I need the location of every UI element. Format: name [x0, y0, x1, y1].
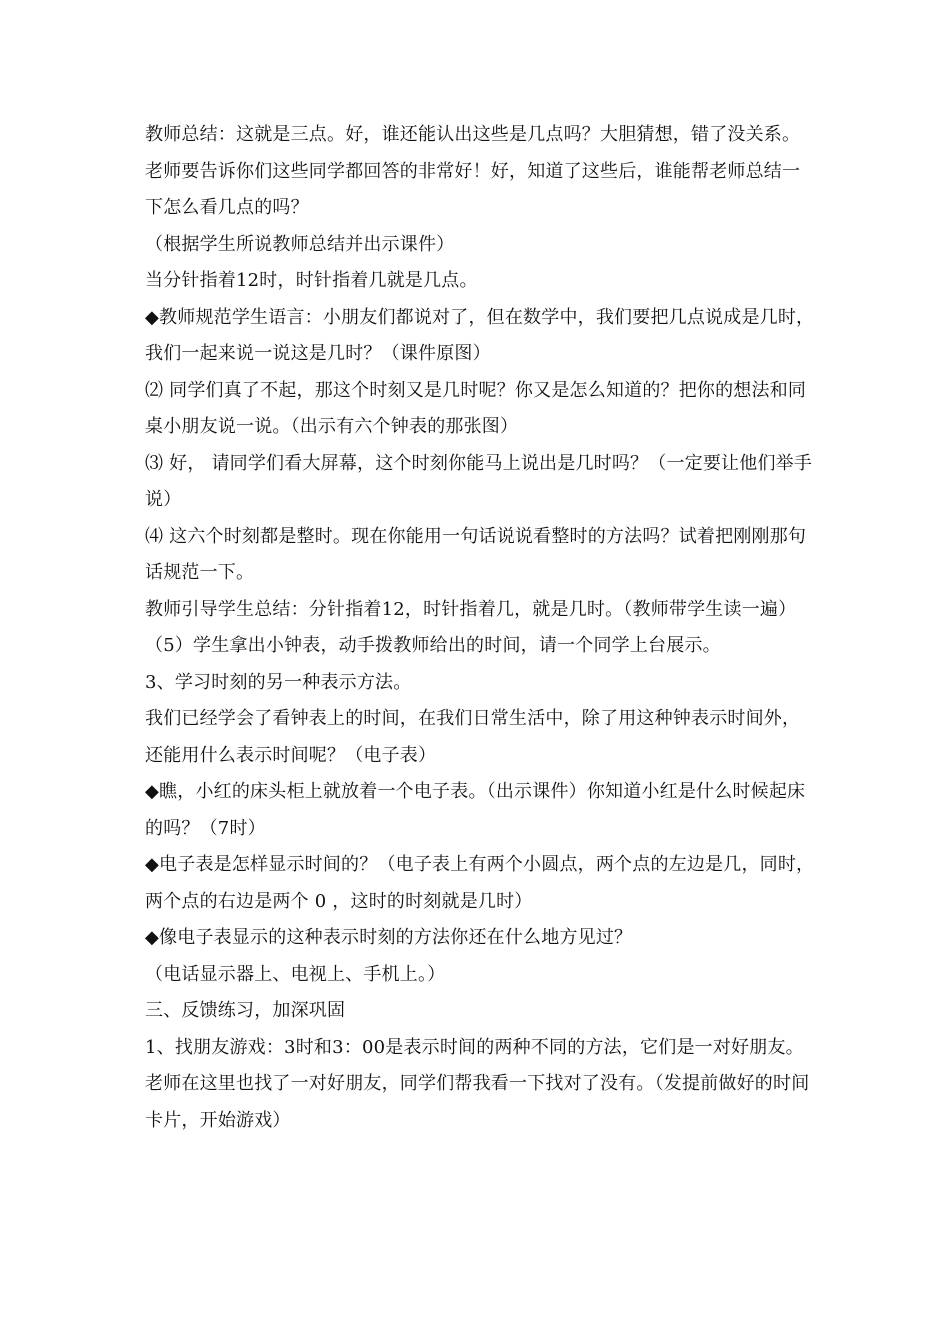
paragraph: 老师要告诉你们这些同学都回答的非常好！好，知道了这些后，谁能帮老师总结一下怎么看几点的吗？ — [145, 160, 801, 218]
paragraph: 教师总结：这就是三点。好，谁还能认出这些是几点吗？大胆猜想，错了没关系。 — [145, 124, 801, 145]
paragraph: ⑵ 同学们真了不起，那这个时刻又是几时呢？你又是怎么知道的？把你的想法和同桌小朋友说一说。（出示有六个钟表的那张图） — [145, 379, 807, 437]
paragraph: ◆教师规范学生语言：小朋友们都说对了，但在数学中，我们要把几点说成是几时，我们一起来说一说这是几时？（课件原图） — [145, 306, 815, 364]
paragraph: 我们已经学会了看钟表上的时间，在我们日常生活中，除了用这种钟表示时间外，还能用什么表示时间呢？（电子表） — [145, 708, 801, 766]
paragraph: 1、找朋友游戏：3时和3：00是表示时间的两种不同的方法，它们是一对好朋友。老师在这里也找了一对好朋友，同学们帮我看一下找对了没有。（发提前做好的时间卡片，开始游戏） — [145, 1036, 810, 1131]
section-heading: 三、反馈练习，加深巩固 — [145, 1000, 346, 1021]
paragraph: ⑷ 这六个时刻都是整时。现在你能用一句话说说看整时的方法吗？试着把刚刚那句话规范一下。 — [145, 525, 807, 583]
paragraph: 教师引导学生总结：分针指着12，时针指着几，就是几时。（教师带学生读一遍） — [145, 598, 797, 620]
paragraph: （电话显示器上、电视上、手机上。） — [145, 963, 446, 985]
paragraph: ◆瞧，小红的床头柜上就放着一个电子表。（出示课件）你知道小红是什么时候起床的吗？（7时） — [145, 781, 806, 839]
section-heading: 3、学习时刻的另一种表示方法。 — [145, 671, 412, 693]
paragraph: ◆电子表是怎样显示时间的？（电子表上有两个小圆点，两个点的左边是几，同时，两个点的右边是两个 0 ，这时的时刻就是几时） — [145, 854, 815, 912]
paragraph: 当分针指着12时，时针指着几就是几点。 — [145, 270, 478, 291]
paragraph: ⑶ 好， 请同学们看大屏幕，这个时刻你能马上说出是几时吗？（一定要让他们举手说） — [145, 452, 813, 510]
paragraph: （5）学生拿出小钟表，动手拨教师给出的时间，请一个同学上台展示。 — [145, 635, 721, 656]
paragraph: ◆像电子表显示的这种表示时刻的方法你还在什么地方见过？ — [145, 927, 633, 948]
document-body — [145, 117, 815, 1139]
paragraph: （根据学生所说教师总结并出示课件） — [145, 233, 455, 255]
